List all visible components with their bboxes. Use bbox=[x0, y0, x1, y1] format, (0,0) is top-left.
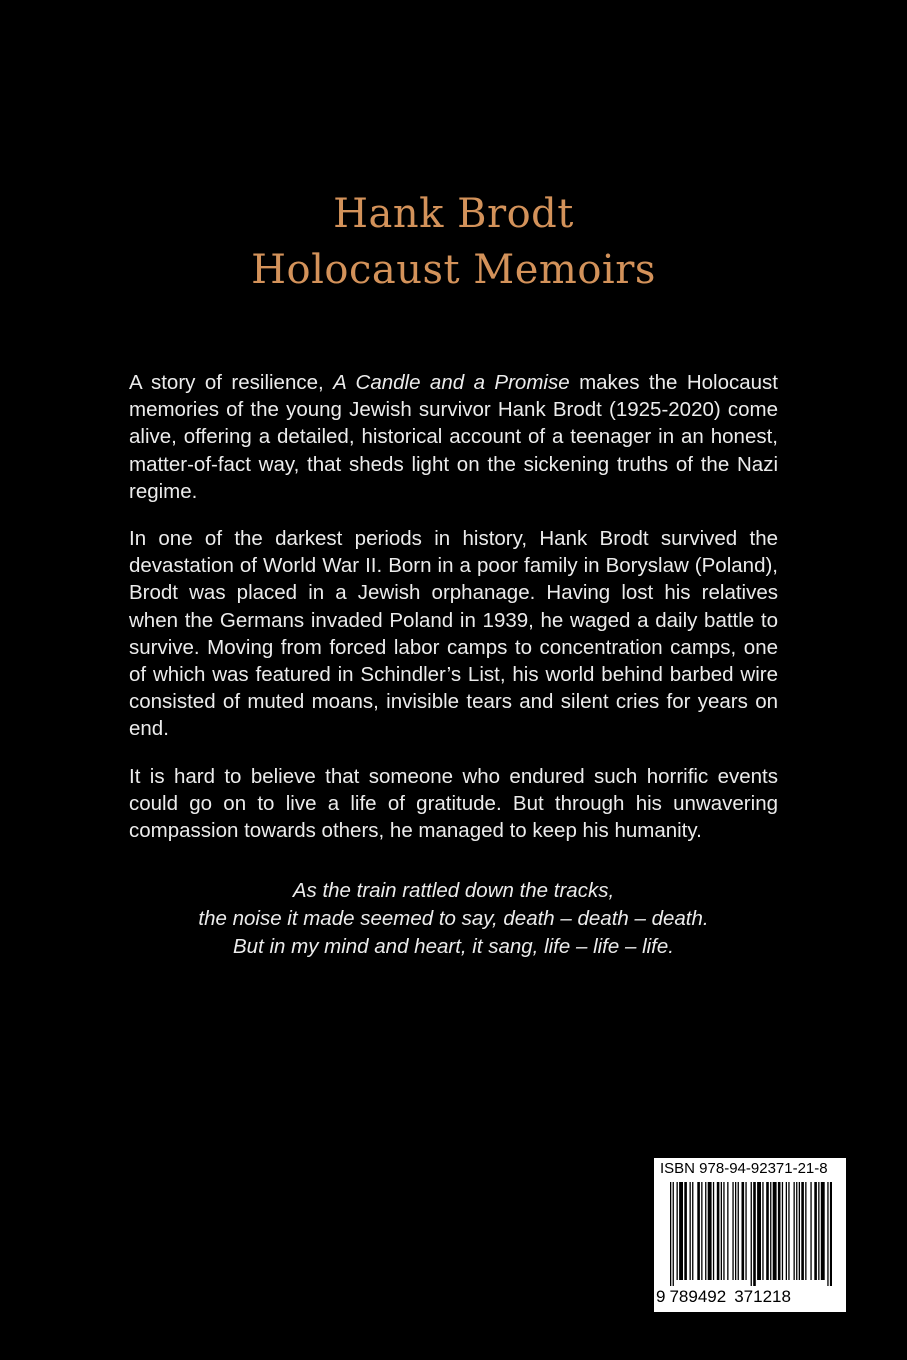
isbn-label: ISBN 978-94-92371-21-8 bbox=[660, 1160, 828, 1177]
barcode-bar bbox=[732, 1182, 733, 1280]
barcode-bar bbox=[794, 1182, 795, 1280]
barcode-bar bbox=[745, 1182, 746, 1280]
barcode-bar bbox=[796, 1182, 797, 1280]
barcode-bar bbox=[735, 1182, 736, 1280]
barcode-bar bbox=[679, 1182, 683, 1280]
barcode-bar bbox=[786, 1182, 787, 1280]
barcode-bar bbox=[677, 1182, 678, 1280]
blurb-paragraph-2: In one of the darkest periods in history, Hank Brodt survived the devastation of World War II. Born in a poor family in Boryslaw (Poland), Brodt was placed in a Jewish orphanage. Having lost his relatives when the Germans invaded Poland in 1939, he waged a daily battle to survive. Moving from forced labor camps to concentration camps, one of which was featured in Schindler’s List, his world behind barbed wire consisted of muted moans, invisible tears and silent cries for years on end. bbox=[129, 527, 778, 741]
barcode-bar bbox=[670, 1182, 671, 1286]
barcode-bar bbox=[717, 1182, 720, 1280]
quote-block bbox=[0, 877, 907, 961]
barcode-bar bbox=[690, 1182, 691, 1280]
barcode-bar bbox=[827, 1182, 828, 1286]
barcode-bar bbox=[751, 1182, 752, 1286]
barcode-bar bbox=[753, 1182, 756, 1286]
barcode-bars bbox=[670, 1182, 832, 1286]
title-subtitle-line: Holocaust Memoirs bbox=[251, 247, 656, 293]
paragraph-1-rest: makes the Holocaust memories of the young Jewish survivor Hank Brodt (1925-2020) come alive, offering a detailed, historical account of a teenager in an honest, matter-of-fact way, that sheds light on the sickening truths of the Nazi regime. bbox=[129, 371, 779, 503]
barcode-bar bbox=[830, 1182, 832, 1286]
barcode-bar bbox=[673, 1182, 674, 1286]
barcode-bar bbox=[788, 1182, 789, 1280]
quote-line-2: the noise it made seemed to say, death – death – death. bbox=[198, 907, 709, 930]
barcode-bar bbox=[697, 1182, 700, 1280]
barcode-digit-group-2: 371218 bbox=[734, 1287, 791, 1306]
barcode-bar bbox=[805, 1182, 806, 1280]
barcode-digits bbox=[656, 1287, 791, 1307]
barcode-digit-group-1: 789492 bbox=[669, 1287, 727, 1306]
barcode-bar bbox=[818, 1182, 819, 1280]
barcode-bar bbox=[708, 1182, 712, 1280]
paragraph-1-lead: A story of resilience, bbox=[129, 371, 334, 394]
barcode-bar bbox=[692, 1182, 693, 1280]
quote-line-1: As the train rattled down the tracks, bbox=[292, 879, 615, 902]
barcode-bar bbox=[821, 1182, 825, 1280]
barcode-bar bbox=[801, 1182, 804, 1280]
barcode-bar bbox=[814, 1182, 817, 1280]
barcode-bar bbox=[810, 1182, 811, 1280]
blurb-paragraph-1 bbox=[129, 369, 778, 505]
barcode-bar bbox=[701, 1182, 702, 1280]
barcode-bar bbox=[705, 1182, 706, 1280]
barcode-bar bbox=[721, 1182, 722, 1280]
barcode-bar bbox=[684, 1182, 687, 1280]
isbn-barcode bbox=[654, 1158, 846, 1312]
barcode-bar bbox=[766, 1182, 769, 1280]
book-title bbox=[0, 186, 907, 298]
blurb-paragraph-3: It is hard to believe that someone who endured such horrific events could go on to live a life of gratitude. But through his unwavering compassion towards others, he managed to keep his humanity. bbox=[129, 764, 778, 843]
blurb bbox=[129, 369, 778, 864]
barcode-bar bbox=[713, 1182, 714, 1280]
barcode-bar bbox=[799, 1182, 800, 1280]
quote-line-3: But in my mind and heart, it sang, life – life – life. bbox=[233, 935, 674, 958]
book-title-italic: A Candle and a Promise bbox=[333, 371, 570, 394]
barcode-bar bbox=[742, 1182, 745, 1280]
barcode-bar bbox=[778, 1182, 781, 1280]
title-author-line: Hank Brodt bbox=[333, 191, 574, 237]
barcode-bar bbox=[723, 1182, 724, 1280]
barcode-bar bbox=[738, 1182, 739, 1280]
barcode-bar bbox=[762, 1182, 763, 1280]
barcode-bar bbox=[770, 1182, 771, 1280]
barcode-bar bbox=[773, 1182, 777, 1280]
barcode-bar bbox=[757, 1182, 761, 1280]
barcode-bar bbox=[782, 1182, 783, 1280]
barcode-lead-digit: 9 bbox=[656, 1287, 666, 1306]
barcode-bar bbox=[727, 1182, 728, 1280]
